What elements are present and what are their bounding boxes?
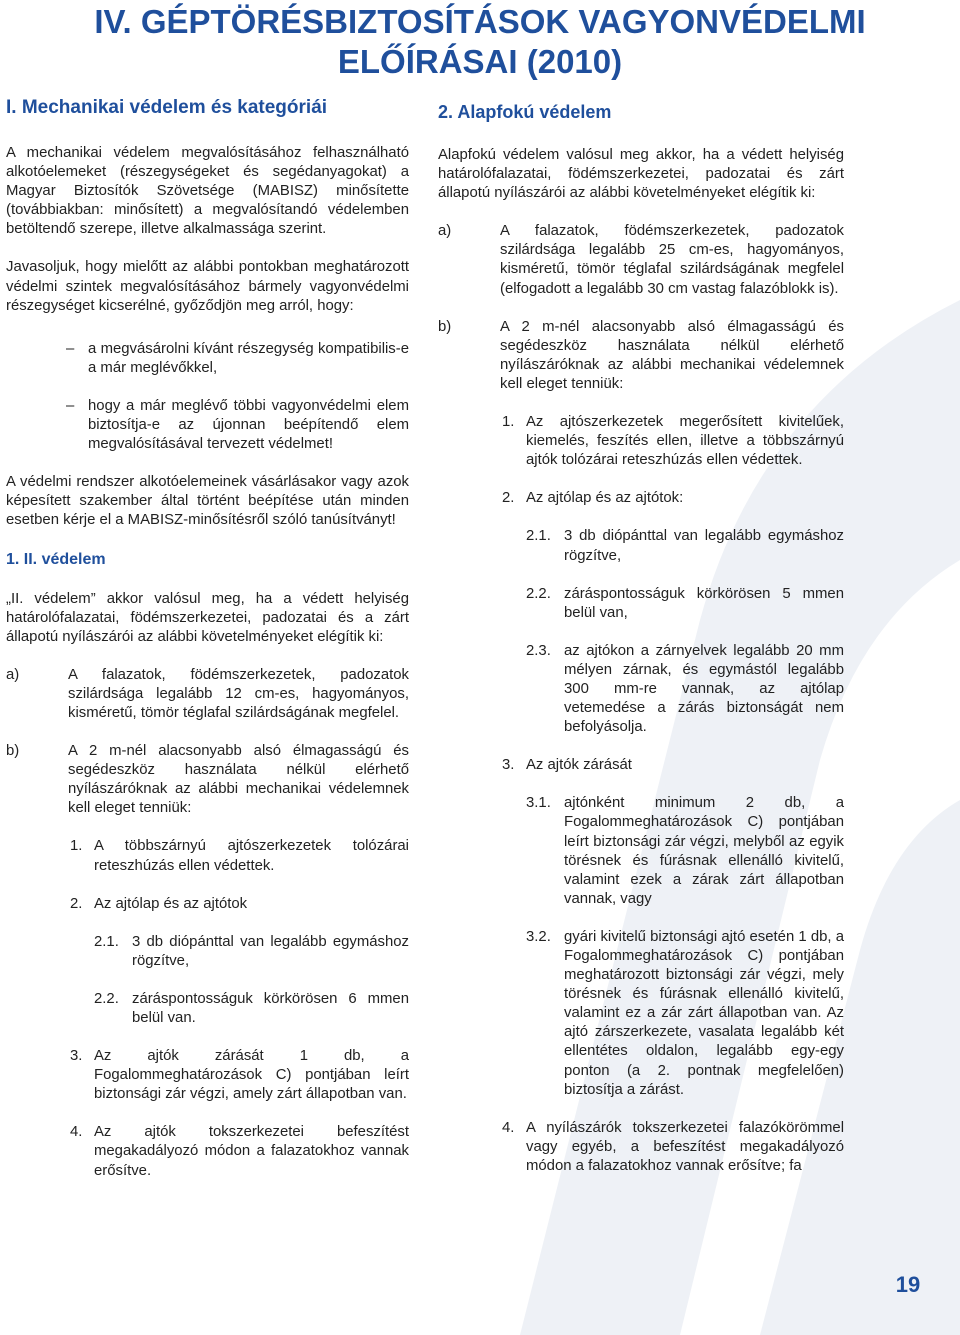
item-mark: 4. [70, 1124, 83, 1141]
list-item [438, 222, 844, 298]
paragraph: A védelmi rendszer alkotóelemeinek vásárlásakor vagy azok képesített szakember által történt beépítése után minden esetben kérje el a MABISZ-minősítésről szóló tanúsítványt! [6, 474, 409, 529]
item-mark: b) [438, 318, 452, 335]
item-text: Az ajtószerkezetek megerősített kivitelűek, kiemelés, feszítés ellen, illetve a többszárnyú ajtók tolózárai reteszhúzás ellen védettek. [526, 414, 844, 469]
title-text: IV. GÉPTÖRÉSBIZTOSÍTÁSOK VAGYONVÉDELMI ELŐÍRÁSAI (2010) [94, 3, 866, 80]
numbered-subitem [526, 585, 844, 623]
item-text: záráspontosságuk körkörösen 5 mmen belül van, [564, 585, 844, 621]
item-mark: 2.3. [526, 642, 551, 659]
right-column [438, 96, 844, 1195]
item-mark: 1. [502, 414, 515, 431]
item-text: A nyílászárók tokszerkezetei falazókörömmel vagy egyéb, a befeszítést megakadályozó módon a falazatokhoz vannak erősítve; fa [526, 1119, 844, 1174]
dash-item [6, 340, 409, 378]
list-item [6, 742, 409, 818]
item-mark: 2. [502, 490, 515, 507]
list-item [6, 666, 409, 723]
item-text: A falazatok, födémszerkezetek, padozatok szilárdsága legalább 12 cm-es, hagyományos, kisméretű, tömör téglafal szilárdságának megfelel. [68, 666, 409, 721]
item-text: A többszárnyú ajtószerkezetek tolózárai reteszhúzás ellen védettek. [94, 838, 409, 874]
item-mark: 3.2. [526, 928, 551, 945]
dash-text: a megvásárolni kívánt részegység kompatibilis-e a már meglévőkkel, [88, 340, 409, 376]
numbered-subitem [94, 933, 409, 971]
item-text: ajtónként minimum 2 db, a Fogalommeghatározások C) pontjában leírt biztonsági zár végzi, melyből az egyik törésnek és fúrásnak ellenálló kivitelű, valamint ezek a zárak zárt állapotban vannak, vagy [564, 795, 844, 907]
numbered-item [502, 756, 844, 775]
dash-text: hogy a már meglévő többi vagyonvédelmi elem biztosítja-e az újonnan beépítendő elem megvalósításával tervezett védelmet! [88, 397, 409, 453]
item-mark: 3.1. [526, 795, 551, 812]
item-mark: 3. [70, 1048, 83, 1065]
paragraph: Javasoljuk, hogy mielőtt az alábbi pontokban meghatározott védelmi szintek megvalósításához bármely vagyonvédelmi részegységet kicserélné, győződjön meg arról, hogy: [6, 259, 409, 314]
item-text: 3 db diópánttal van legalább egymáshoz rögzítve, [564, 528, 844, 564]
numbered-item [502, 1119, 844, 1176]
item-text: az ajtókon a zárnyelvek legalább 20 mm mélyen zárnak, és egymástól legalább 300 mm-re vannak, az ajtólap vetemedése a zárás biztonságát nem befolyásolja. [564, 642, 844, 736]
numbered-subitem [526, 527, 844, 565]
dash-mark: – [66, 397, 75, 414]
item-text: A 2 m-nél alacsonyabb alsó élmagasságú és segédeszköz használata nélkül elérhető nyílászáróknak az alábbi mechanikai védelemnek kell eleget tenniük: [68, 743, 409, 817]
item-text: záráspontosságuk körkörösen 6 mmen belül van. [132, 990, 409, 1026]
item-mark: 4. [502, 1119, 515, 1136]
item-text: A falazatok, födémszerkezetek, padozatok szilárdsága legalább 25 cm-es, hagyományos, kisméretű, tömör téglafal szilárdságának megfelel (elfogadott a legalább 30 cm vastag falazóblokk is). [500, 223, 844, 297]
item-text: A 2 m-nél alacsonyabb alsó élmagasságú és segédeszköz használata nélkül elérhető nyílászáróknak az alábbi mechanikai védelemnek kell eleget tenniük: [500, 318, 844, 392]
item-mark: 2.1. [94, 933, 119, 950]
item-mark: 2.2. [526, 585, 551, 602]
item-text: 3 db diópánttal van legalább egymáshoz rögzítve, [132, 933, 409, 969]
numbered-subitem [526, 642, 844, 737]
subsection-heading: 1. II. védelem [6, 550, 106, 568]
item-mark: a) [438, 223, 452, 240]
page-title [0, 2, 960, 82]
item-text: Az ajtók tokszerkezetei befeszítést megakadályozó módon a falazatokhoz vannak erősítve. [94, 1124, 409, 1179]
numbered-item [502, 413, 844, 470]
section-heading: I. Mechanikai védelem és kategóriái [6, 97, 328, 118]
page-number: 19 [895, 1272, 921, 1297]
list-item [438, 318, 844, 394]
dash-mark: – [66, 340, 75, 357]
item-text: gyári kivitelű biztonsági ajtó esetén 1 db, a Fogalommeghatározások C) pontjában meghatározott biztonsági zár végzi, mely törésnek és fúrásnak ellenálló kivitelű, valamint ez a zár zárt állapotban van. Az ajtó zárszerkezete, vasalata legalább két ellentétes oldalon, legalább egy-egy ponton (a 2. pontnak megfelelően) biztosítja a zárást. [564, 928, 844, 1098]
paragraph: „II. védelem” akkor valósul meg, ha a védett helyiség határolófalazatai, födémszerkezetei, padozatai és a zárt állapotú nyílászárói az alábbi követelményeket elégítik ki: [6, 590, 409, 645]
numbered-item [70, 895, 409, 914]
section-heading: 2. Alapfokú védelem [438, 102, 612, 122]
item-text: Az ajtók zárását 1 db, a Fogalommeghatározások C) pontjában leírt biztonsági zár végzi, amely zárt állapotban van. [94, 1048, 409, 1103]
numbered-item [70, 1047, 409, 1104]
paragraph: Alapfokú védelem valósul meg akkor, ha a védett helyiség határolófalazatai, födémszerkezetei, padozatai és zárt állapotú nyílászárói az alábbi követelményeket elégítik ki: [438, 147, 844, 202]
left-column [6, 96, 409, 1200]
item-mark: 2.1. [526, 528, 551, 545]
paragraph: A mechanikai védelem megvalósításához felhasználható alkotóelemeket (részegységeket és segédanyagokat) a Magyar Biztosítók Szövetsége (MABISZ) minősítette (továbbiakban: minősített) a megvalósítandó védelemben betöltendő szerepe, illetve alkalmassága szerint. [6, 145, 409, 238]
numbered-item [502, 489, 844, 508]
numbered-item [70, 837, 409, 875]
item-mark: 2.2. [94, 990, 119, 1007]
numbered-subitem [526, 928, 844, 1100]
numbered-subitem [94, 990, 409, 1028]
dash-item [6, 397, 409, 454]
item-mark: 2. [70, 895, 83, 912]
item-mark: 3. [502, 757, 515, 774]
item-mark: a) [6, 666, 20, 683]
item-mark: b) [6, 743, 20, 760]
numbered-subitem [526, 794, 844, 909]
item-text: Az ajtók zárását [526, 757, 632, 774]
item-mark: 1. [70, 838, 83, 855]
numbered-item [70, 1123, 409, 1180]
item-text: Az ajtólap és az ajtótok: [526, 490, 684, 507]
item-text: Az ajtólap és az ajtótok [94, 895, 248, 912]
